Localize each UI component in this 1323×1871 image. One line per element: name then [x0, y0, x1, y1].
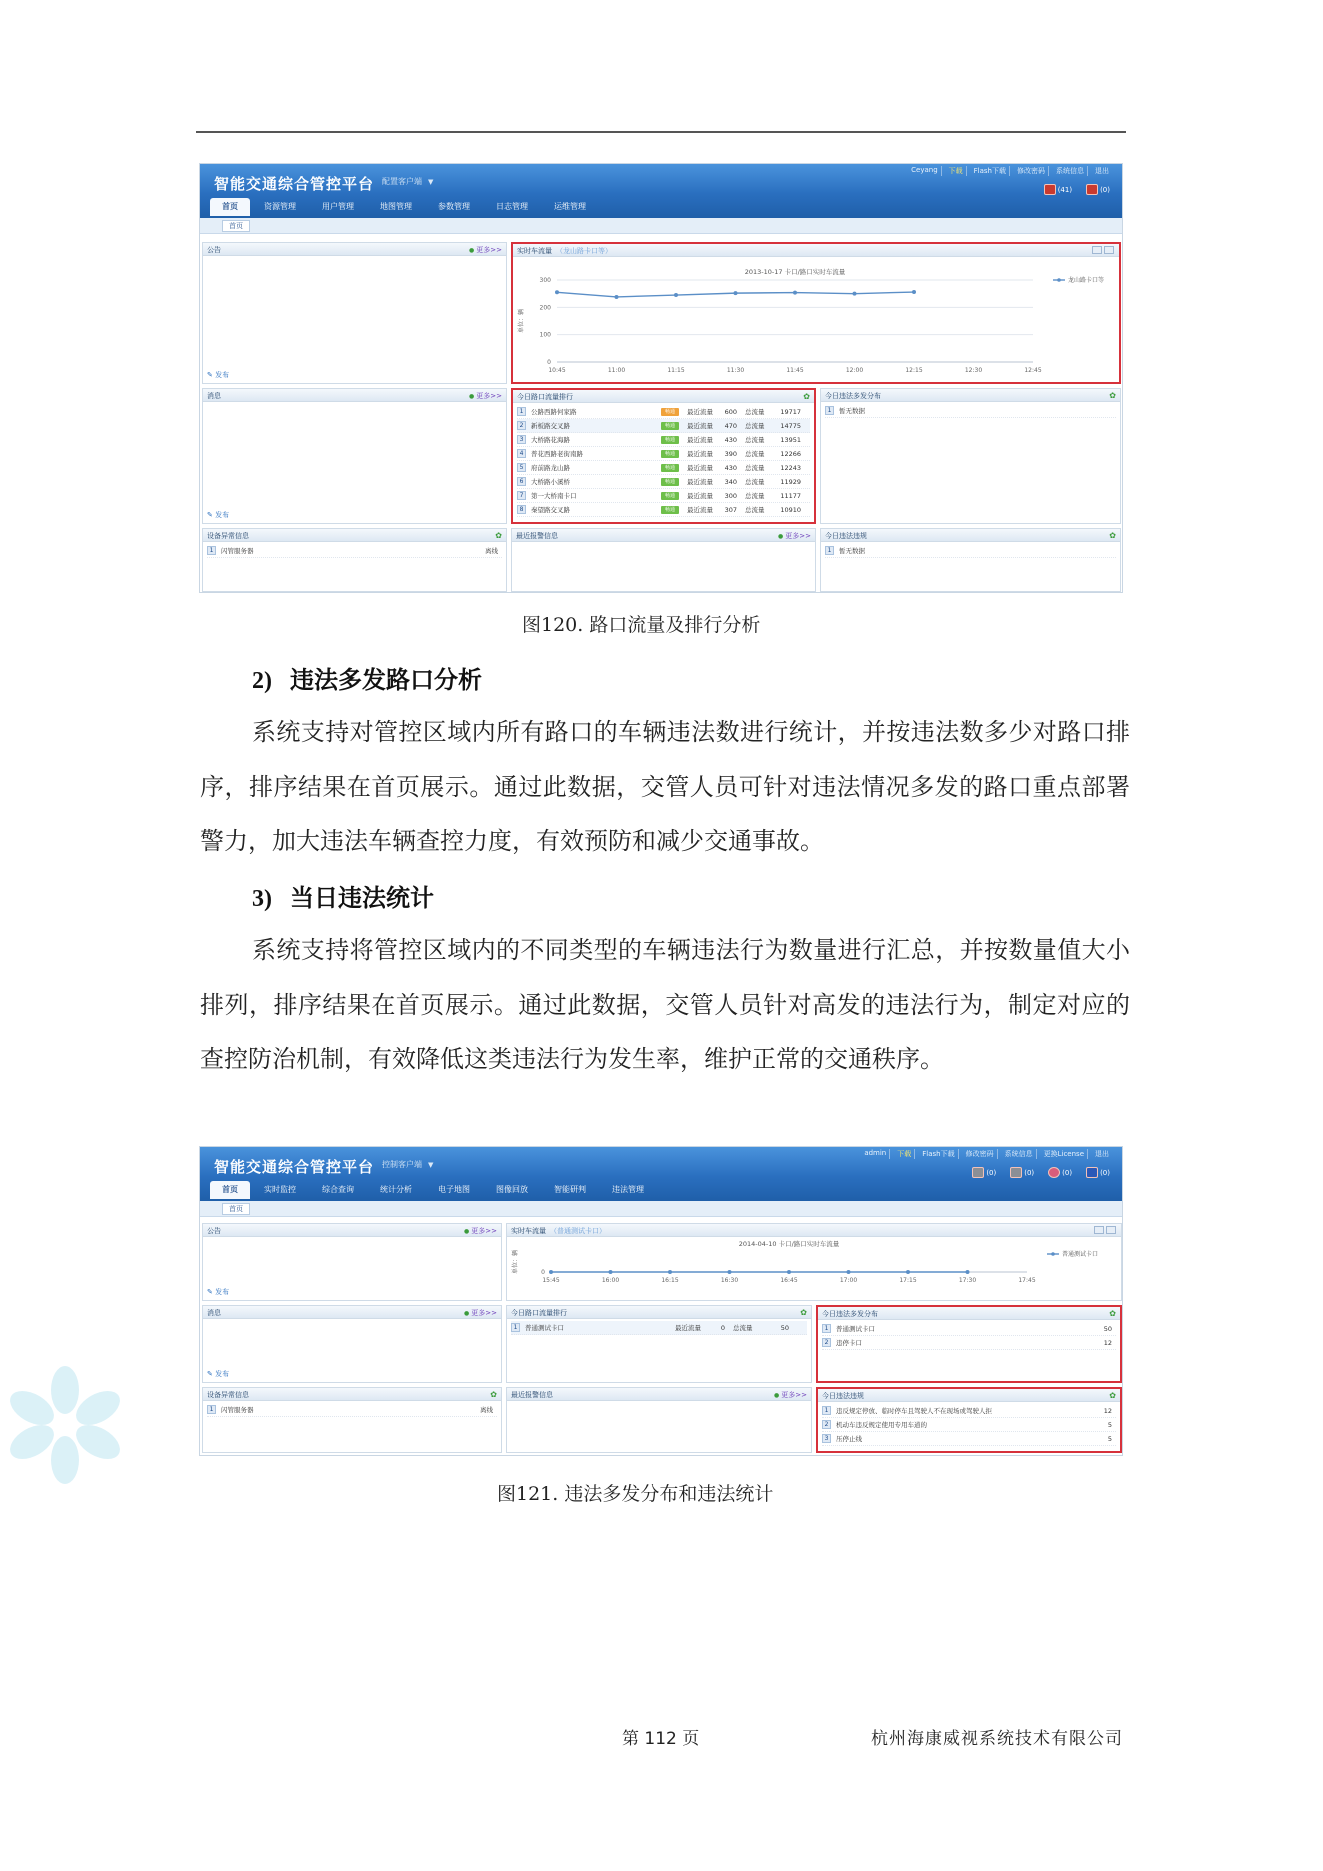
- x-tick-label: 16:30: [720, 1277, 739, 1284]
- recent-flow-label: 最近流量: [687, 464, 713, 472]
- section-3-paragraph: 系统支持将管控区域内的不同类型的车辆违法行为数量进行汇总，并按数量值大小排列，排序结果在首页展示。通过此数据，交管人员针对高发的违法行为，制定对应的查控防治机制，有效降低这类违法行为发生率，维护正常的交通秩序。: [200, 936, 1130, 1073]
- total-flow-label: 总流量: [745, 478, 765, 486]
- nav-stats[interactable]: 统计分析: [380, 1185, 412, 1194]
- x-tick-label: 16:15: [661, 1277, 679, 1284]
- x-tick-label: 12:45: [1024, 367, 1042, 374]
- publish-button[interactable]: ✎ 发布: [207, 510, 229, 520]
- nav-user[interactable]: 用户管理: [322, 202, 354, 211]
- x-tick-label: 16:45: [780, 1277, 798, 1284]
- line-chart-icon[interactable]: [1094, 1226, 1104, 1234]
- intersection-name: 新板路交叉路: [531, 422, 570, 430]
- leaf-icon: ✿: [490, 1390, 497, 1399]
- list-item: 2 机动车违反规定使用专用车道的 5: [822, 1418, 1116, 1432]
- y-axis-label: 单位：辆: [518, 308, 525, 334]
- total-flow-label: 总流量: [745, 436, 765, 444]
- panel-subtitle: （普通测试卡口）: [550, 1227, 606, 1235]
- subtab-home[interactable]: 首页: [222, 220, 250, 232]
- flow-ranking-list: [513, 403, 814, 519]
- total-flow-value: 10910: [780, 505, 801, 514]
- table-row[interactable]: [517, 475, 810, 489]
- camera-alert[interactable]: (0): [972, 1167, 996, 1178]
- more-link[interactable]: ● 更多>>: [778, 531, 811, 541]
- figure-121-screenshot: [199, 1146, 1123, 1456]
- app-title: 智能交通综合管控平台: [214, 1158, 375, 1176]
- data-point: [787, 1270, 791, 1274]
- message-alert[interactable]: (0): [1086, 184, 1110, 195]
- watermark-flower-icon: [10, 1360, 120, 1490]
- line-chart-icon[interactable]: [1092, 246, 1102, 254]
- data-point: [668, 1270, 672, 1274]
- bar-chart-icon[interactable]: [1106, 1226, 1116, 1234]
- intersection-name: 秦望路交叉路: [531, 506, 570, 514]
- recent-flow-label: 最近流量: [687, 422, 713, 430]
- panel-title: 今日违法多发分布: [822, 1310, 878, 1318]
- top-link-user[interactable]: admin: [861, 1149, 890, 1159]
- panel-title: 公告: [207, 1227, 221, 1235]
- recent-flow-label: 最近流量: [687, 436, 713, 444]
- app-title: 智能交通综合管控平台: [214, 175, 375, 193]
- device-alarm-panel: [202, 1387, 502, 1453]
- y-tick-label: 0: [547, 359, 551, 366]
- panel-title: 消息: [207, 392, 221, 400]
- message-icon: [1086, 184, 1098, 195]
- chart-title: 2013-10-17 卡口/路口实时车流量: [744, 268, 846, 276]
- panel-title: 设备异常信息: [207, 1391, 249, 1399]
- intersection-name: 第一大桥南卡口: [531, 492, 577, 500]
- table-row[interactable]: [517, 433, 810, 447]
- leaf-icon: ✿: [495, 531, 502, 540]
- client-label: 控制客户端 ▼: [382, 1160, 434, 1169]
- bar-chart-icon[interactable]: [1104, 246, 1114, 254]
- section-2-heading: 2) 违法多发路口分析: [252, 665, 482, 694]
- leaf-icon: ✿: [1109, 531, 1116, 540]
- panel-title: 最近报警信息: [511, 1391, 553, 1399]
- total-flow-label: 总流量: [745, 450, 765, 458]
- flow-ranking-panel: [506, 1305, 812, 1383]
- company-name: 杭州海康威视系统技术有限公司: [871, 1729, 1123, 1749]
- x-tick-label: 11:00: [607, 367, 626, 374]
- data-point: [847, 1270, 851, 1274]
- subtab-bar: [200, 1201, 1122, 1217]
- data-point: [912, 290, 916, 294]
- status-badge: 畅通: [661, 408, 679, 416]
- list-item: 1 违反规定停放、临时停车且驾驶人不在现场或驾驶人拒 12: [822, 1404, 1116, 1418]
- data-point: [555, 290, 559, 294]
- table-row[interactable]: [517, 405, 810, 419]
- recent-flow-label: 最近流量: [687, 408, 713, 416]
- nav-live[interactable]: 实时监控: [264, 1185, 296, 1194]
- device-alarm-panel: [202, 528, 507, 592]
- list-item: 2 违停卡口 12: [822, 1336, 1116, 1350]
- rank-number: 2: [517, 421, 526, 430]
- chart-tools: [1092, 246, 1114, 254]
- intersection-name: 大桥路花海路: [531, 436, 570, 444]
- x-tick-label: 12:30: [964, 367, 983, 374]
- legend-marker: [1057, 278, 1061, 282]
- table-row[interactable]: [517, 447, 810, 461]
- x-tick-label: 17:45: [1018, 1277, 1036, 1284]
- leaf-icon: ✿: [1109, 1309, 1116, 1318]
- app-header: [200, 164, 1122, 218]
- table-row[interactable]: 1 普通测试卡口 最近流量 0 总流量 50: [511, 1321, 807, 1335]
- top-link-change-password[interactable]: 修改密码: [963, 1149, 998, 1159]
- violation-stats-panel: [816, 1387, 1122, 1453]
- violation-stats-panel: [820, 528, 1121, 592]
- panel-title: 实时车流量: [517, 247, 552, 255]
- table-row[interactable]: [517, 461, 810, 475]
- list-item: 1 闪管服务器 离线: [207, 544, 502, 558]
- recent-flow-value: 430: [724, 463, 737, 472]
- alarm-alert[interactable]: (0): [1048, 1167, 1072, 1178]
- x-tick-label: 17:30: [958, 1277, 977, 1284]
- rank-number: 5: [517, 463, 526, 472]
- list-item: 1 普通测试卡口 50: [822, 1322, 1116, 1336]
- data-point: [793, 291, 797, 295]
- legend-marker: [1051, 1252, 1055, 1256]
- panel-title: 今日违法多发分布: [825, 392, 881, 400]
- top-link-flash-download[interactable]: Flash下载: [971, 166, 1010, 176]
- total-flow-label: 总流量: [745, 492, 765, 500]
- recent-flow-label: 最近流量: [687, 492, 713, 500]
- total-flow-value: 13951: [780, 435, 801, 444]
- recent-flow-value: 390: [724, 449, 737, 458]
- figure-120-caption: 图120. 路口流量及排行分析: [522, 614, 761, 636]
- total-flow-value: 11177: [780, 491, 801, 500]
- subtab-bar: [200, 218, 1122, 234]
- chevron-down-icon: ▼: [428, 178, 434, 186]
- rank-number: 8: [517, 505, 526, 514]
- nav-analysis[interactable]: 智能研判: [554, 1185, 586, 1194]
- nav-ops[interactable]: 运维管理: [554, 202, 586, 211]
- top-links: [861, 1149, 1112, 1159]
- top-link-download[interactable]: 下载: [946, 166, 967, 176]
- data-point: [853, 292, 857, 296]
- list-item: 1 闪管服务器 离线: [207, 1403, 497, 1417]
- recent-flow-value: 430: [724, 435, 737, 444]
- x-tick-label: 10:45: [548, 367, 566, 374]
- recent-flow-value: 307: [724, 505, 737, 514]
- message-icon: [1010, 1167, 1022, 1178]
- more-link[interactable]: ● 更多>>: [469, 245, 502, 255]
- message-panel: [202, 1305, 502, 1383]
- nav-home[interactable]: 首页: [210, 1181, 250, 1199]
- app-header: [200, 1147, 1122, 1201]
- nav-map[interactable]: 地图管理: [380, 202, 412, 211]
- list-item: 1 暂无数据: [825, 544, 1116, 558]
- list-item: 3 压停止线 5: [822, 1432, 1116, 1446]
- recent-alarm-panel: [506, 1387, 812, 1453]
- figure-120-screenshot: [199, 163, 1123, 593]
- notice-panel: [202, 1223, 502, 1301]
- total-flow-value: 12266: [780, 449, 801, 458]
- realtime-flow-chart: [507, 1238, 1119, 1300]
- x-tick-label: 12:15: [905, 367, 923, 374]
- top-link-logout[interactable]: 退出: [1095, 1150, 1109, 1158]
- flow-ranking-panel: [511, 388, 816, 524]
- panel-title: 公告: [207, 246, 221, 254]
- intersection-name: 大桥路小溪桥: [531, 478, 570, 486]
- x-tick-label: 11:30: [726, 367, 745, 374]
- x-tick-label: 17:15: [899, 1277, 917, 1284]
- data-point: [966, 1270, 970, 1274]
- publish-button[interactable]: ✎ 发布: [207, 1287, 229, 1297]
- panel-subtitle: （龙山路卡口等）: [556, 247, 612, 255]
- chevron-down-icon: ▼: [428, 1161, 434, 1169]
- total-flow-value: 14775: [780, 421, 801, 430]
- x-tick-label: 17:00: [839, 1277, 858, 1284]
- x-tick-label: 16:00: [601, 1277, 620, 1284]
- x-tick-label: 15:45: [542, 1277, 560, 1284]
- status-badge: 畅通: [661, 450, 679, 458]
- main-nav: [210, 1181, 656, 1199]
- total-flow-value: 11929: [780, 477, 801, 486]
- y-tick-label: 200: [539, 304, 551, 312]
- rank-number: 1: [517, 407, 526, 416]
- header-rule: [196, 131, 1126, 133]
- chart-title: 2014-04-10 卡口/路口实时车流量: [738, 1240, 840, 1248]
- data-point: [615, 295, 619, 299]
- notice-panel: [202, 242, 507, 384]
- nav-violation[interactable]: 违法管理: [612, 1185, 644, 1194]
- recent-flow-value: 470: [724, 421, 737, 430]
- total-flow-label: 总流量: [745, 422, 765, 430]
- nav-logs[interactable]: 日志管理: [496, 202, 528, 211]
- panel-title: 消息: [207, 1309, 221, 1317]
- panel-title: 今日路口流量排行: [511, 1309, 567, 1317]
- intersection-name: 公路西路何家路: [531, 408, 577, 416]
- alert-icons: [972, 1167, 1110, 1178]
- top-link-download[interactable]: 下载: [894, 1149, 915, 1159]
- intersection-name: 普花西路老街南路: [531, 450, 583, 458]
- intersection-name: 府前路龙山路: [531, 464, 570, 472]
- top-link-system-info[interactable]: 系统信息: [1002, 1149, 1037, 1159]
- y-tick-label: 100: [539, 331, 551, 339]
- section-2-paragraph: 系统支持对管控区域内所有路口的车辆违法数进行统计，并按违法数多少对路口排序，排序结果在首页展示。通过此数据，交管人员可针对违法情况多发的路口重点部署警力，加大违法车辆查控力度，有效预防和减少交通事故。: [200, 718, 1130, 855]
- alarm-icon: [1044, 184, 1056, 195]
- recent-flow-label: 最近流量: [687, 478, 713, 486]
- subtab-home[interactable]: 首页: [222, 1203, 250, 1215]
- status-badge: 畅通: [661, 436, 679, 444]
- total-flow-label: 总流量: [745, 408, 765, 416]
- legend-label: 普通测试卡口: [1062, 1251, 1099, 1258]
- legend-label: 龙山路卡口等: [1068, 277, 1105, 284]
- nav-map[interactable]: 电子地图: [438, 1185, 470, 1194]
- top-link-change-password[interactable]: 修改密码: [1014, 166, 1049, 176]
- section-3-heading: 3) 当日违法统计: [252, 883, 434, 912]
- recent-flow-label: 最近流量: [687, 450, 713, 458]
- top-link-system-info[interactable]: 系统信息: [1053, 166, 1088, 176]
- message-alert[interactable]: (0): [1010, 1167, 1034, 1178]
- realtime-flow-chart: [513, 258, 1119, 382]
- panel-title: 今日违法违规: [822, 1392, 864, 1400]
- top-link-logout[interactable]: 退出: [1095, 167, 1109, 175]
- y-tick-label: 0: [541, 1269, 545, 1276]
- status-badge: 畅通: [661, 506, 679, 514]
- status-badge: 畅通: [661, 464, 679, 472]
- alarm-alert[interactable]: (41): [1044, 184, 1072, 195]
- panel-title: 今日违法违规: [825, 532, 867, 540]
- rank-number: 6: [517, 477, 526, 486]
- more-link[interactable]: ● 更多>>: [464, 1226, 497, 1236]
- nav-query[interactable]: 综合查询: [322, 1185, 354, 1194]
- rank-number: 3: [517, 435, 526, 444]
- more-link[interactable]: ● 更多>>: [774, 1390, 807, 1400]
- data-point: [674, 293, 678, 297]
- data-point: [734, 291, 738, 295]
- panel-title: 今日路口流量排行: [517, 393, 573, 401]
- publish-button[interactable]: ✎ 发布: [207, 1369, 229, 1379]
- camera-icon: [972, 1167, 984, 1178]
- status-badge: 畅通: [661, 478, 679, 486]
- status-badge: 畅通: [661, 422, 679, 430]
- figure-121-caption: 图121. 违法多发分布和违法统计: [497, 1483, 774, 1505]
- data-point: [549, 1270, 553, 1274]
- y-tick-label: 300: [539, 277, 551, 284]
- more-link[interactable]: ● 更多>>: [469, 391, 502, 401]
- table-row[interactable]: [517, 489, 810, 503]
- data-point: [609, 1270, 613, 1274]
- recent-flow-label: 最近流量: [687, 506, 713, 514]
- total-flow-label: 总流量: [745, 464, 765, 472]
- violation-dist-panel: [820, 388, 1121, 524]
- total-flow-value: 12243: [780, 463, 801, 472]
- y-axis-label: 单位：辆: [512, 1249, 519, 1275]
- top-links: [908, 166, 1112, 176]
- page-number: 第 112 页: [622, 1729, 700, 1749]
- realtime-flow-panel: [511, 242, 1121, 384]
- status-badge: 畅通: [661, 492, 679, 500]
- realtime-flow-panel: [506, 1223, 1122, 1301]
- panel-title: 最近报警信息: [516, 532, 558, 540]
- recent-alarm-panel: [511, 528, 816, 592]
- nav-params[interactable]: 参数管理: [438, 202, 470, 211]
- nav-home[interactable]: 首页: [210, 198, 250, 216]
- device-icon: [1086, 1167, 1098, 1178]
- leaf-icon: ✿: [800, 1308, 807, 1317]
- publish-button[interactable]: ✎ 发布: [207, 370, 229, 380]
- nav-playback[interactable]: 图像回放: [496, 1185, 528, 1194]
- recent-flow-value: 600: [724, 407, 737, 416]
- leaf-icon: ✿: [803, 392, 810, 401]
- panel-title: 设备异常信息: [207, 532, 249, 540]
- more-link[interactable]: ● 更多>>: [464, 1308, 497, 1318]
- rank-number: 4: [517, 449, 526, 458]
- message-panel: [202, 388, 507, 524]
- total-flow-value: 19717: [780, 407, 801, 416]
- leaf-icon: ✿: [1109, 1391, 1116, 1400]
- data-point: [728, 1270, 732, 1274]
- top-link-license[interactable]: 更换License: [1041, 1149, 1088, 1159]
- recent-flow-value: 340: [724, 477, 737, 486]
- x-tick-label: 11:15: [667, 367, 685, 374]
- top-link-flash-download[interactable]: Flash下载: [919, 1149, 958, 1159]
- x-tick-label: 11:45: [786, 367, 804, 374]
- x-tick-label: 12:00: [845, 367, 864, 374]
- data-point: [906, 1270, 910, 1274]
- top-link-user[interactable]: Ceyang: [908, 166, 942, 176]
- client-label: 配置客户端 ▼: [382, 177, 434, 186]
- alarm-icon: [1048, 1167, 1060, 1178]
- chart-tools: [1094, 1226, 1116, 1234]
- rank-number: 7: [517, 491, 526, 500]
- nav-resource[interactable]: 资源管理: [264, 202, 296, 211]
- table-row[interactable]: [517, 419, 810, 433]
- device-alert[interactable]: (0): [1086, 1167, 1110, 1178]
- leaf-icon: ✿: [1109, 391, 1116, 400]
- recent-flow-value: 300: [724, 491, 737, 500]
- total-flow-label: 总流量: [745, 506, 765, 514]
- list-item: 1 暂无数据: [825, 404, 1116, 418]
- main-nav: [210, 198, 598, 216]
- table-row[interactable]: [517, 503, 810, 517]
- alert-icons: [1044, 184, 1110, 195]
- panel-title: 实时车流量: [511, 1227, 546, 1235]
- violation-dist-panel: [816, 1305, 1122, 1383]
